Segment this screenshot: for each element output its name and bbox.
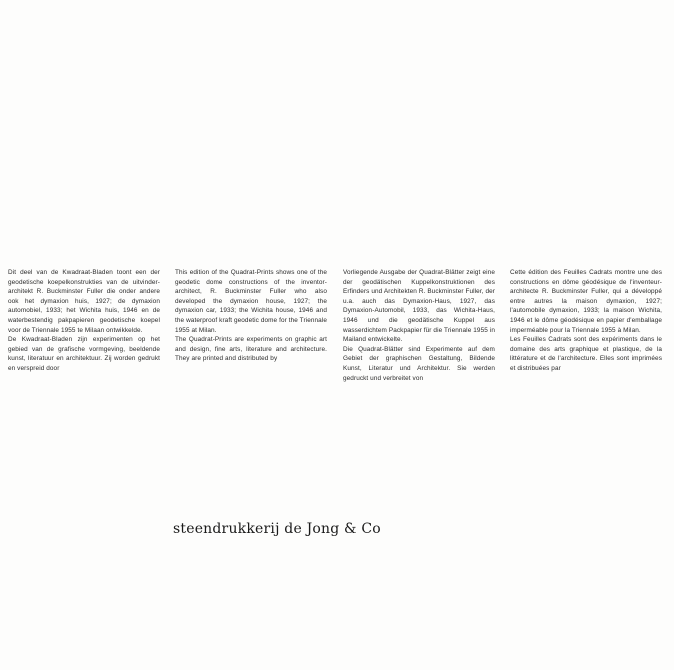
german-paragraph-1: Vorliegende Ausgabe der Quadrat-Blätter zeigt eine der geodätischen Kuppelkonstruktionen des Erfinders und Architekten R. Buckminster Fuller, der u.a. auch das Dymaxion-Haus, 1927, das Dymaxion-Automobil, 1933, das Wichita-Haus, 1946 und die geodätische Kuppel aus wasserdichtem Packpapier für die Triennale 1955 in Mailand entwickelte.: [343, 269, 495, 344]
english-paragraph-2: The Quadrat-Prints are experiments on graphic art and design, fine arts, literature and architecture. They are printed and distributed by: [175, 336, 327, 363]
english-text-column: [175, 268, 327, 364]
french-text-column: [510, 268, 662, 374]
dutch-text-column: [8, 268, 160, 374]
french-paragraph-1: Cette édition des Feuilles Cadrats montre une des constructions en dôme géodésique de l'inventeur-architecte R. Buckminster Fuller, qui a développé entre autres la maison dymaxion, 1927; l'automobile dymaxion, 1933; la maison Wichita, 1946 et le dôme géodésique en papier d'emballage imperméable pour la Triennale 1955 à Milan.: [510, 269, 662, 334]
printer-imprint: steendrukkerij de Jong & Co: [173, 521, 381, 537]
german-paragraph-2: Die Quadrat-Blätter sind Experimente auf dem Gebiet der graphischen Gestaltung, Bildende Kunst, Literatur und Architektur. Sie werden gedruckt und verbreitet von: [343, 345, 495, 382]
french-paragraph-2: Les Feuilles Cadrats sont des expériments dans le domaine des arts graphique et plastique, de la littérature et de l'architecture. Elles sont imprimées et distribuées par: [510, 336, 662, 372]
english-paragraph-1: This edition of the Quadrat-Prints shows one of the geodetic dome constructions of the inventor-architect, R. Buckminster Fuller who also developed the dymaxion house, 1927; the dymaxion car, 1933; the Wichita house, 1946 and the waterproof kraft geodetic dome for the Triennale 1955 at Milan.: [175, 269, 327, 334]
german-text-column: [343, 268, 495, 383]
dutch-paragraph-1: Dit deel van de Kwadraat-Bladen toont een der geodetische koepelkonstrukties van de uitvinder-architekt R. Buckminster Fuller die onder andere ook het dymaxion huis, 1927; de dymaxion automobiel, 1933; het Wichita huis, 1946 en de waterbestendig pakpapieren geodetische koepel voor de Triennale 1955 te Milaan ontwikkelde.: [8, 269, 160, 334]
dutch-paragraph-2: De Kwadraat-Bladen zijn experimenten op het gebied van de grafische vormgeving, beeldende kunst, literatuur en architektuur. Zij worden gedrukt en verspreid door: [8, 336, 160, 372]
